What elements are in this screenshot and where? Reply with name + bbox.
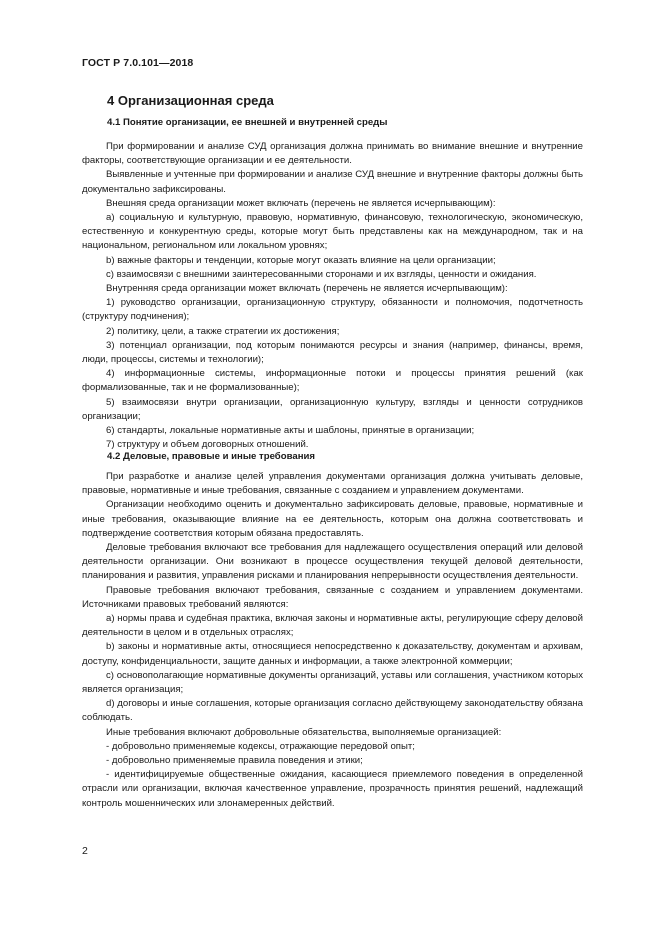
subsection-4-1-body <box>82 140 583 452</box>
section-heading: 4 Организационная среда <box>107 93 274 108</box>
paragraph: При формировании и анализе СУД организация должна принимать во внимание внешние и внутренние факторы, соответствующие организации и ее деятельности. <box>82 141 583 167</box>
list-item: 4) информационные системы, информационные потоки и процессы принятия решений (как формализованные, так и не формализованные); <box>82 368 583 394</box>
list-item: 7) структуру и объем договорных отношений. <box>106 439 309 451</box>
list-item: - идентифицируемые общественные ожидания, касающиеся приемлемого поведения в определенной отрасли или организации, включая качественное управление, прозрачность принятия решений, надлежащий контроль мошеннических или злонамеренных действий. <box>82 769 583 809</box>
list-item: 1) руководство организации, организационную структуру, обязанности и полномочия, подотчетность (структуру подчинения); <box>82 297 583 323</box>
list-item: c) основополагающие нормативные документы организаций, уставы или соглашения, участником которых является организация; <box>82 669 583 696</box>
paragraph: При разработке и анализе целей управления документами организация должна учитывать деловые, правовые, нормативные и иные требования, связанные с созданием и управлением документами. <box>82 471 583 497</box>
subsection-heading-4-1: 4.1 Понятие организации, ее внешней и внутренней среды <box>107 117 388 128</box>
list-item: а) социальную и культурную, правовую, нормативную, финансовую, технологическую, экономическую, естественную и конкурентную среды, которые могут быть представлены как на международном, так и на национальном, региональном или локальном уровнях; <box>82 212 583 252</box>
paragraph: Внешняя среда организации может включать (перечень не является исчерпывающим): <box>106 197 496 209</box>
list-item: 3) потенциал организации, под которым понимаются ресурсы и знания (например, финансы, время, люди, процессы, системы и технологии); <box>82 339 583 366</box>
list-item: а) нормы права и судебная практика, включая законы и нормативные акты, регулирующие сферу деловой деятельности в целом и в отдельных отраслях; <box>82 613 583 639</box>
paragraph: Иные требования включают добровольные обязательства, выполняемые организацией: <box>106 726 502 738</box>
list-item: 2) политику, цели, а также стратегии их достижения; <box>106 325 340 337</box>
list-item: - добровольно применяемые кодексы, отражающие передовой опыт; <box>106 740 415 752</box>
list-item: b) важные факторы и тенденции, которые могут оказать влияние на цели организации; <box>106 254 496 266</box>
list-item: d) договоры и иные соглашения, которые организация согласно действующему законодательству обязана соблюдать. <box>82 698 583 724</box>
list-item: 6) стандарты, локальные нормативные акты и шаблоны, принятые в организации; <box>106 425 475 437</box>
paragraph: Организации необходимо оценить и документально зафиксировать деловые, правовые, нормативные и иные требования, оказывающие влияние на ее деятельность, которым она должна соответствовать и подтверждение соответствия которым обязана предоставлять. <box>82 499 583 539</box>
list-item: b) законы и нормативные акты, относящиеся непосредственно к доказательству, документам и архивам, доступу, конфиденциальности, защите данных и информации, а также электронной коммерции; <box>82 641 583 667</box>
subsection-4-2-body <box>82 470 583 811</box>
list-item: c) взаимосвязи с внешними заинтересованными сторонами и их взгляды, ценности и ожидания. <box>106 268 537 280</box>
paragraph: Внутренняя среда организации может включать (перечень не является исчерпывающим): <box>106 283 508 295</box>
paragraph: Деловые требования включают все требования для надлежащего осуществления операций или деловой деятельности организации. Они возникают в процессе осуществления текущей деловой деятельности, планирования и развития, управления рисками и планирования непрерывности осуществления деятельности. <box>82 542 583 582</box>
list-item: - добровольно применяемые правила поведения и этики; <box>106 755 363 767</box>
page-number: 2 <box>82 845 88 857</box>
list-item: 5) взаимосвязи внутри организации, организационную культуру, взгляды и ценности сотрудников организации; <box>82 396 583 422</box>
document-header: ГОСТ Р 7.0.101—2018 <box>82 57 194 69</box>
subsection-heading-4-2: 4.2 Деловые, правовые и иные требования <box>107 451 315 462</box>
paragraph: Выявленные и учтенные при формировании и анализе СУД внешние и внутренние факторы должны быть документально зафиксированы. <box>82 169 583 195</box>
paragraph: Правовые требования включают требования, связанные с созданием и управлением документами. Источниками правовых требований являются: <box>82 584 583 610</box>
